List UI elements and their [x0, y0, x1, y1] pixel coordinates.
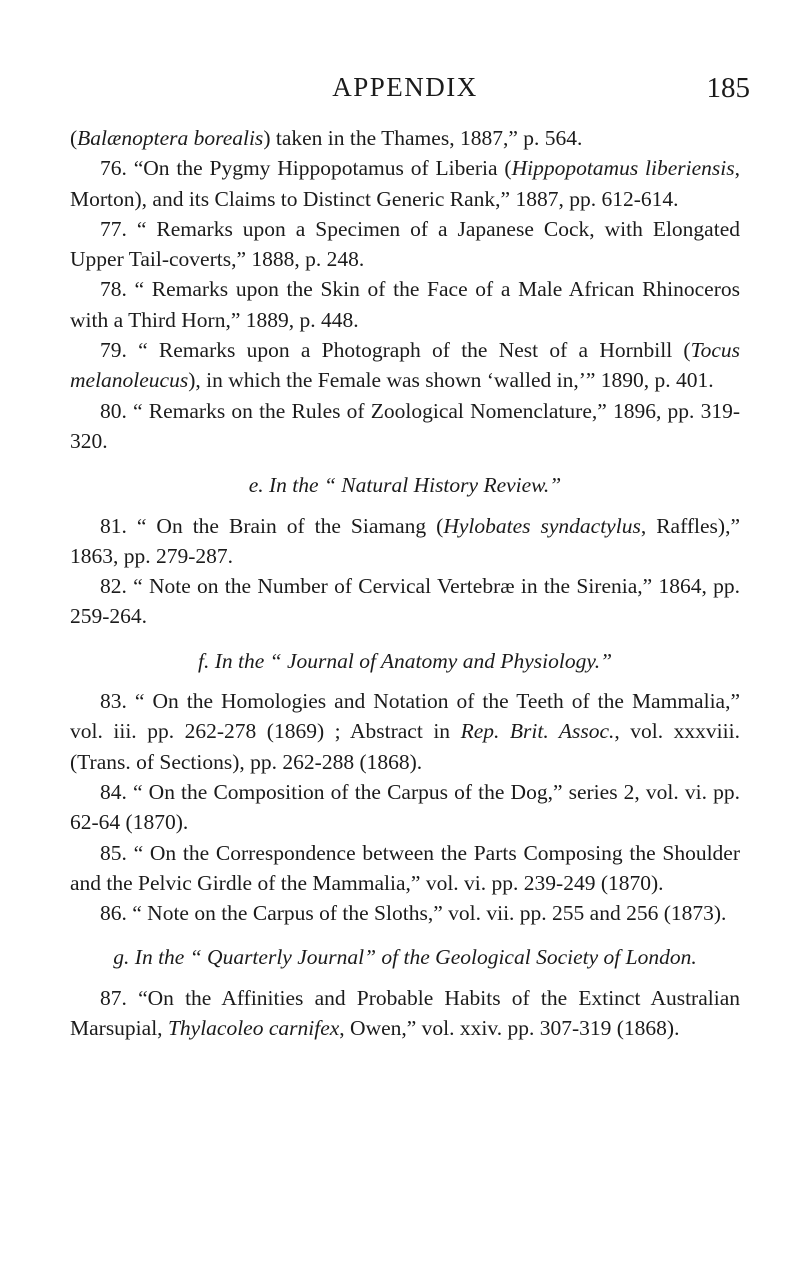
entry-text: 78. “ Remarks upon the Skin of the Face of a Male African Rhinoceros with a Third Horn,” 1889, p. 448.: [70, 277, 740, 332]
entry-text: , Owen,” vol. xxiv. pp. 307-319 (1868).: [339, 1016, 680, 1041]
bibliography-entry: [70, 571, 740, 632]
entry-text: 86. “ Note on the Carpus of the Sloths,” vol. vii. pp. 255 and 256 (1873).: [100, 901, 727, 926]
page-number: 185: [706, 72, 750, 104]
bibliography-entry: [70, 335, 740, 396]
italic-text: Balænoptera borealis: [77, 126, 264, 150]
entry-text: 80. “ Remarks on the Rules of Zoological Nomenclature,” 1896, pp. 319-320.: [70, 398, 740, 453]
bibliography-entry: [70, 983, 740, 1044]
section-heading: [90, 470, 720, 500]
entry-text: 84. “ On the Composition of the Carpus of the Dog,” series 2, vol. vi. pp. 62-64 (1870).: [70, 779, 740, 835]
entry-text: 87. “On the Affinities and Probable Habits of the Extinct Australian Marsupial,: [70, 985, 740, 1041]
bibliography-entry: [70, 396, 740, 457]
italic-text: Rep. Brit. Assoc.: [460, 719, 615, 744]
bibliography-entry: [70, 511, 740, 572]
entry-text: ) taken in the Thames, 1887,” p. 564.: [263, 126, 583, 150]
bibliography-entry: [70, 838, 740, 899]
entry-text: , Morton), and its Claims to Distinct Generic Rank,” 1887, pp. 612-614.: [70, 156, 740, 211]
italic-text: f. In the “ Journal of Anatomy and Physiology.”: [197, 648, 613, 673]
page-body: [70, 123, 740, 1043]
bibliography-entry: [70, 214, 740, 275]
entry-text: 79. “ Remarks upon a Photograph of the Nest of a Hornbill (: [100, 338, 691, 363]
continued-entry: [70, 123, 740, 153]
entry-text: ), in which the Female was shown ‘walled in,’” 1890, p. 401.: [188, 368, 714, 393]
bibliography-entry: [70, 898, 740, 928]
entry-text: 85. “ On the Correspondence between the Parts Composing the Shoulder and the Pelvic Girdle of the Mammalia,” vol. vi. pp. 239-249 (1870).: [70, 840, 740, 895]
bibliography-entry: [70, 274, 740, 335]
entry-text: , vol. xxxviii. (Trans. of Sections), pp. 262-288 (1868).: [70, 719, 740, 774]
entry-text: , Raffles),” 1863, pp. 279-287.: [70, 513, 740, 568]
italic-text: Hylobates syndactylus: [443, 513, 641, 538]
italic-text: g. In the “ Quarterly Journal” of the Geological Society of London.: [113, 945, 697, 970]
entry-text: 82. “ Note on the Number of Cervical Vertebræ in the Sirenia,” 1864, pp. 259-264.: [70, 574, 740, 629]
italic-text: Hippopotamus liberiensis: [511, 156, 735, 181]
entry-text: 83. “ On the Homologies and Notation of the Teeth of the Mammalia,” vol. iii. pp. 262-278 (1869) ; Abstract in: [70, 689, 740, 744]
section-heading: [90, 646, 720, 676]
bibliography-entry: [70, 777, 740, 838]
italic-text: e. In the “ Natural History Review.”: [248, 473, 562, 498]
bibliography-entry: [70, 153, 740, 214]
entry-text: 77. “ Remarks upon a Specimen of a Japanese Cock, with Elongated Upper Tail-coverts,” 1888, p. 248.: [70, 216, 740, 272]
entry-text: (: [70, 126, 78, 150]
italic-text: Tocus melanoleucus: [70, 338, 740, 393]
entry-text: 81. “ On the Brain of the Siamang (: [100, 513, 444, 538]
section-heading: [90, 942, 720, 972]
page-header: [60, 72, 750, 112]
running-head: APPENDIX: [332, 72, 478, 102]
entry-text: 76. “On the Pygmy Hippopotamus of Liberia (: [100, 156, 512, 181]
bibliography-entry: [70, 686, 740, 777]
italic-text: Thylacoleo carnifex: [167, 1016, 340, 1041]
